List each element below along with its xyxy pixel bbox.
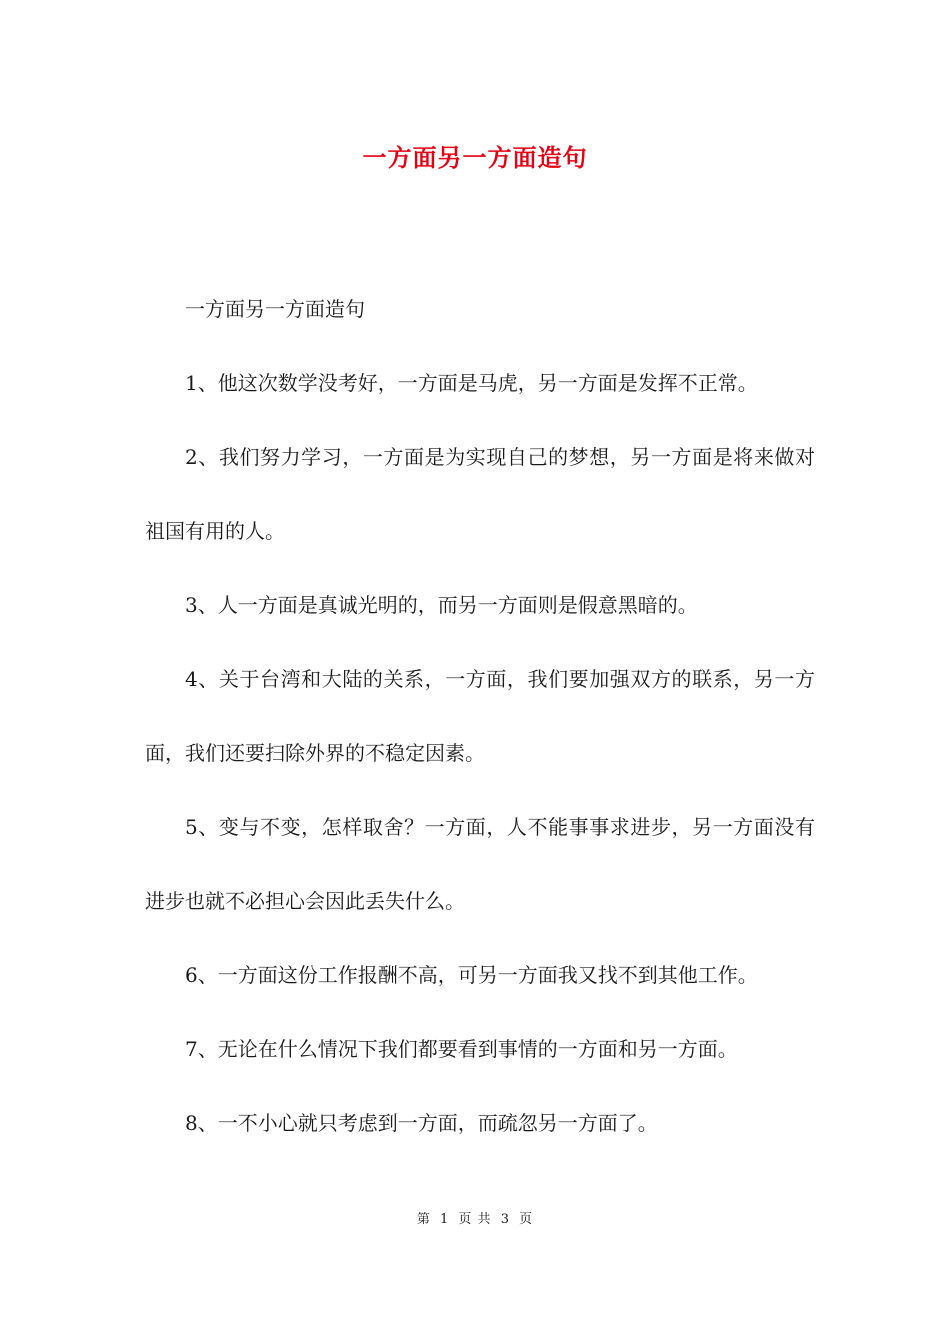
sentence-paragraph-1: 1、他这次数学没考好，一方面是马虎，另一方面是发挥不正常。 [185, 371, 758, 395]
document-body [145, 272, 815, 1160]
footer-middle: 页 共 [458, 1212, 492, 1227]
page-title: 一方面另一方面造句 [362, 143, 588, 172]
footer-total-pages: 3 [500, 1212, 510, 1227]
subtitle-paragraph: 一方面另一方面造句 [185, 297, 365, 321]
sentence-paragraph-5: 5、变与不变，怎样取舍？一方面，人不能事事求进步，另一方面没有进步也就不必担心会因此丢失什么。 [145, 815, 815, 913]
sentence-paragraph-6: 6、一方面这份工作报酬不高，可另一方面我又找不到其他工作。 [185, 963, 758, 987]
page-footer [0, 1208, 950, 1227]
sentence-paragraph-8: 8、一不小心就只考虑到一方面，而疏忽另一方面了。 [185, 1111, 658, 1135]
sentence-paragraph-3: 3、人一方面是真诚光明的，而另一方面则是假意黑暗的。 [185, 593, 698, 617]
footer-prefix: 第 [416, 1212, 431, 1227]
sentence-paragraph-7: 7、无论在什么情况下我们都要看到事情的一方面和另一方面。 [185, 1037, 738, 1061]
sentence-paragraph-2: 2、我们努力学习，一方面是为实现自己的梦想，另一方面是将来做对祖国有用的人。 [145, 445, 815, 543]
footer-current-page: 1 [440, 1212, 450, 1227]
footer-suffix: 页 [519, 1212, 534, 1227]
sentence-paragraph-4: 4、关于台湾和大陆的关系，一方面，我们要加强双方的联系，另一方面，我们还要扫除外界的不稳定因素。 [145, 667, 815, 765]
